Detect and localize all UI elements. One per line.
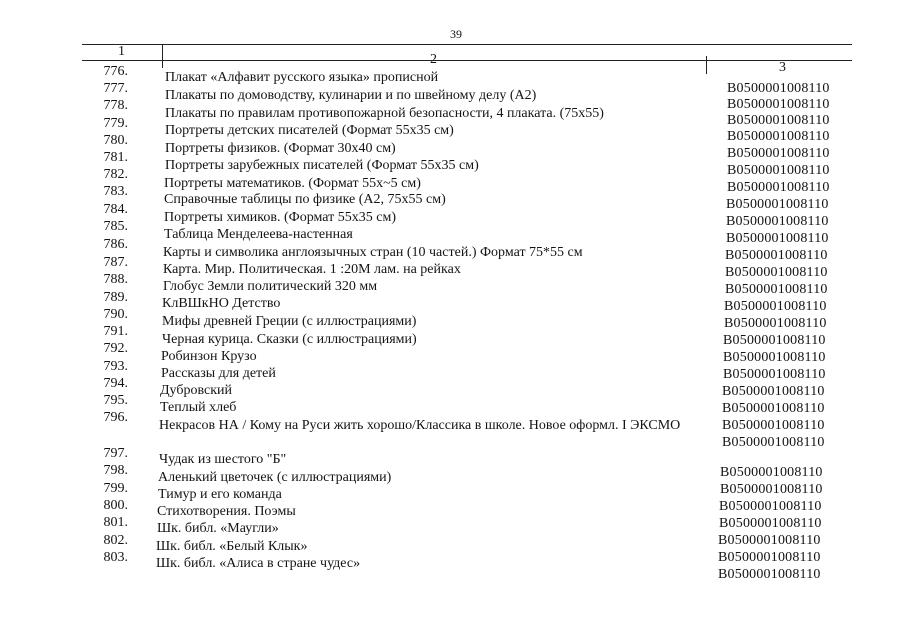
column-header-3: 3: [779, 60, 786, 75]
row-title: Глобус Земли политический 320 мм: [163, 279, 378, 294]
row-title: Чудак из шестого "Б": [159, 452, 287, 467]
header-bottom-rule: [82, 60, 852, 61]
row-number: 777.: [103, 81, 128, 96]
row-title: Шк. библ. «Алиса в стране чудес»: [156, 556, 361, 571]
row-code: B0500001008110: [727, 113, 830, 128]
row-code: B0500001008110: [723, 333, 826, 348]
row-number: 800.: [103, 498, 128, 513]
row-code: B0500001008110: [719, 499, 822, 514]
row-title: Портреты детских писателей (Формат 55х35 см): [165, 123, 454, 138]
row-number: 786.: [103, 237, 128, 252]
header-top-rule: [82, 44, 852, 45]
row-title: Рассказы для детей: [161, 366, 276, 381]
row-number: 801.: [103, 515, 128, 530]
row-code: B0500001008110: [718, 550, 821, 565]
row-number: 785.: [103, 219, 128, 234]
row-code: B0500001008110: [727, 97, 830, 112]
row-title: Портреты математиков. (Формат 55х~5 см): [164, 176, 421, 191]
row-code: B0500001008110: [727, 129, 830, 144]
row-code-continued: B0500001008110: [718, 567, 821, 582]
row-title: Карты и символика англоязычных стран (10 частей.) Формат 75*55 см: [163, 245, 583, 260]
row-number: 790.: [103, 307, 128, 322]
row-code: B0500001008110: [723, 367, 826, 382]
row-number: 794.: [103, 376, 128, 391]
row-title: Тимур и его команда: [158, 487, 282, 502]
row-code: B0500001008110: [720, 465, 823, 480]
row-number: 793.: [103, 359, 128, 374]
column-divider-2: [706, 56, 707, 74]
row-code-continued: B0500001008110: [722, 435, 825, 450]
row-title: Черная курица. Сказки (с иллюстрациями): [162, 332, 417, 347]
row-code: B0500001008110: [722, 418, 825, 433]
row-title: Теплый хлеб: [160, 400, 237, 415]
row-code: B0500001008110: [722, 384, 825, 399]
row-number: 795.: [103, 393, 128, 408]
column-divider-1: [162, 44, 163, 68]
row-code: B0500001008110: [723, 350, 826, 365]
row-code: B0500001008110: [722, 401, 825, 416]
page-number: 39: [450, 27, 462, 41]
column-header-2: 2: [430, 52, 437, 67]
row-code: B0500001008110: [726, 231, 829, 246]
row-number: 799.: [103, 481, 128, 496]
row-number: 779.: [103, 116, 128, 131]
row-code: B0500001008110: [727, 81, 830, 96]
row-number: 791.: [103, 324, 128, 339]
row-number: 784.: [103, 202, 128, 217]
row-title: Стихотворения. Поэмы: [157, 504, 296, 519]
row-number: 782.: [103, 167, 128, 182]
row-title: Аленький цветочек (с иллюстрациями): [158, 470, 392, 485]
row-number: 797.: [103, 446, 128, 461]
row-code: B0500001008110: [719, 516, 822, 531]
row-code: B0500001008110: [726, 197, 829, 212]
row-title: Шк. библ. «Белый Клык»: [156, 539, 308, 554]
row-number: 778.: [103, 98, 128, 113]
row-title: Карта. Мир. Политическая. 1 :20М лам. на рейках: [163, 262, 461, 277]
row-title: Некрасов НА / Кому на Руси жить хорошо/Классика в школе. Новое оформл. I ЭКСМО: [159, 418, 681, 433]
row-title: Плакат «Алфавит русского языка» прописной: [165, 70, 439, 85]
row-code: B0500001008110: [724, 316, 827, 331]
row-number: 803.: [103, 550, 128, 565]
row-code: B0500001008110: [725, 265, 828, 280]
row-number: 780.: [103, 133, 128, 148]
row-title: Таблица Менделеева-настенная: [164, 227, 353, 242]
row-code: B0500001008110: [727, 180, 830, 195]
row-code: B0500001008110: [725, 248, 828, 263]
row-number: 788.: [103, 272, 128, 287]
row-code: B0500001008110: [726, 214, 829, 229]
row-code: B0500001008110: [724, 299, 827, 314]
row-code: B0500001008110: [725, 282, 828, 297]
row-number: 781.: [103, 150, 128, 165]
row-number: 796.: [103, 410, 128, 425]
row-title: Портреты химиков. (Формат 55х35 см): [164, 210, 396, 225]
row-title: Дубровский: [160, 383, 233, 398]
row-code: B0500001008110: [727, 163, 830, 178]
row-number: 789.: [103, 290, 128, 305]
row-number: 787.: [103, 255, 128, 270]
row-number: 792.: [103, 341, 128, 356]
row-code: B0500001008110: [718, 533, 821, 548]
column-header-1: 1: [118, 44, 125, 59]
row-title: Плакаты по домоводству, кулинарии и по швейному делу (А2): [165, 88, 537, 103]
row-code: B0500001008110: [720, 482, 823, 497]
row-title: Робинзон Крузо: [161, 349, 257, 364]
row-title: Мифы древней Греции (с иллюстрациями): [162, 314, 417, 329]
row-title: Шк. библ. «Маугли»: [157, 521, 279, 536]
row-number: 776.: [103, 64, 128, 79]
row-number: 798.: [103, 463, 128, 478]
row-title: Портреты зарубежных писателей (Формат 55х35 см): [165, 158, 479, 173]
row-title: Справочные таблицы по физике (А2, 75х55 см): [164, 192, 446, 207]
row-title: Портреты физиков. (Формат 30х40 см): [165, 141, 396, 156]
row-number: 783.: [103, 184, 128, 199]
row-title: Плакаты по правилам противопожарной безопасности, 4 плаката. (75х55): [165, 106, 604, 121]
row-number: 802.: [103, 533, 128, 548]
row-title: КлВШкНО Детство: [162, 296, 281, 311]
row-code: B0500001008110: [727, 146, 830, 161]
